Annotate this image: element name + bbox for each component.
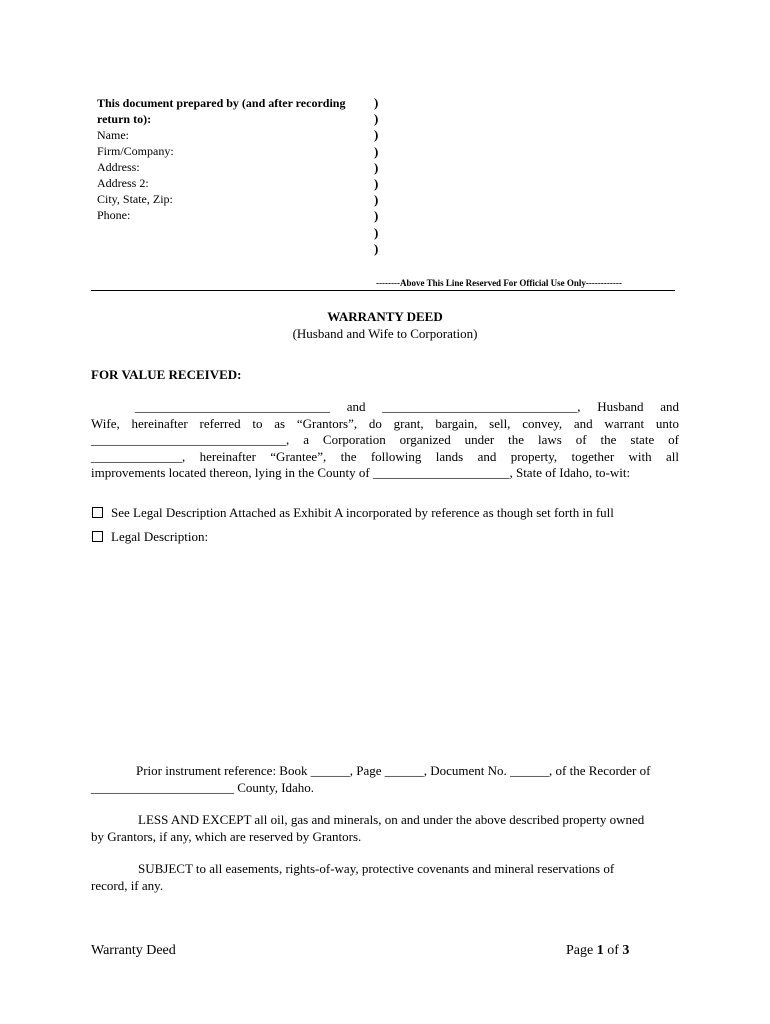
grant-line: ______________________________, a Corporation organized under the laws of the state of [91, 432, 679, 448]
return-to-label: return to): [97, 112, 152, 126]
bracket: ) [374, 224, 379, 240]
subject-to-paragraph [91, 861, 679, 894]
name-label: Name: [97, 128, 129, 142]
bracket: ) [374, 240, 379, 256]
grant-line: ______________, hereinafter “Grantee”, the following lands and property, together with all [91, 448, 679, 464]
bracket: ) [374, 111, 379, 127]
phone-label: Phone: [97, 208, 131, 222]
prior-instrument-line: ______________________ County, Idaho. [91, 779, 315, 795]
page-word: Page [566, 943, 594, 958]
bracket: ) [374, 127, 379, 143]
footer-document-name: Warranty Deed [91, 943, 176, 958]
prior-instrument-line: Prior instrument reference: Book ______, Page ______, Document No. ______, of the Recorder of [136, 763, 651, 778]
footer-page-number [566, 943, 629, 959]
exhibit-checkbox-row[interactable] [92, 505, 614, 521]
bracket: ) [374, 192, 379, 208]
recording-bracket-column [374, 95, 378, 257]
less-except-line: LESS AND EXCEPT all oil, gas and minerals, on and under the above described property owned [138, 812, 645, 827]
legal-description-label: Legal Description: [111, 529, 209, 544]
grant-paragraph [91, 399, 679, 482]
for-value-heading: FOR VALUE RECEIVED: [91, 367, 242, 382]
page-total: 3 [622, 943, 630, 958]
bracket: ) [374, 143, 379, 159]
firm-label: Firm/Company: [97, 144, 174, 158]
bracket: ) [374, 159, 379, 175]
bracket: ) [374, 208, 379, 224]
legal-description-checkbox-row[interactable] [92, 529, 208, 545]
city-state-zip-label: City, State, Zip: [97, 192, 173, 206]
prepared-by-label: This document prepared by (and after recording [97, 96, 346, 110]
legal-description-checkbox[interactable] [92, 531, 103, 542]
bracket: ) [374, 95, 379, 110]
exhibit-checkbox[interactable] [92, 507, 103, 518]
grant-line: Wife, hereinafter referred to as “Grantors”, do grant, bargain, sell, convey, and warrant unto [91, 415, 679, 431]
document-subtitle: (Husband and Wife to Corporation) [292, 326, 478, 341]
less-except-line: by Grantors, if any, which are reserved by Grantors. [91, 828, 362, 844]
subject-to-line: record, if any. [91, 877, 164, 893]
preparer-block [97, 95, 345, 223]
grant-line: improvements located thereon, lying in the County of _____________________, State of Idaho, to-wit: [91, 465, 631, 481]
prior-instrument-paragraph [91, 763, 679, 796]
page-current: 1 [596, 943, 604, 958]
grant-line: ______________________________ and ______________________________, Husband and [135, 399, 679, 414]
less-except-paragraph [91, 812, 679, 845]
address-label: Address: [97, 160, 140, 174]
bracket: ) [374, 176, 379, 192]
exhibit-checkbox-label: See Legal Description Attached as Exhibit A incorporated by reference as though set forth in full [111, 505, 614, 520]
document-title: WARRANTY DEED [327, 309, 443, 324]
reserved-line-text: --------Above This Line Reserved For Official Use Only------------ [376, 278, 622, 288]
of-word: of [607, 943, 619, 958]
subject-to-line: SUBJECT to all easements, rights-of-way, protective covenants and mineral reservations of [138, 861, 615, 876]
address2-label: Address 2: [97, 176, 149, 190]
reserved-divider [91, 290, 675, 291]
